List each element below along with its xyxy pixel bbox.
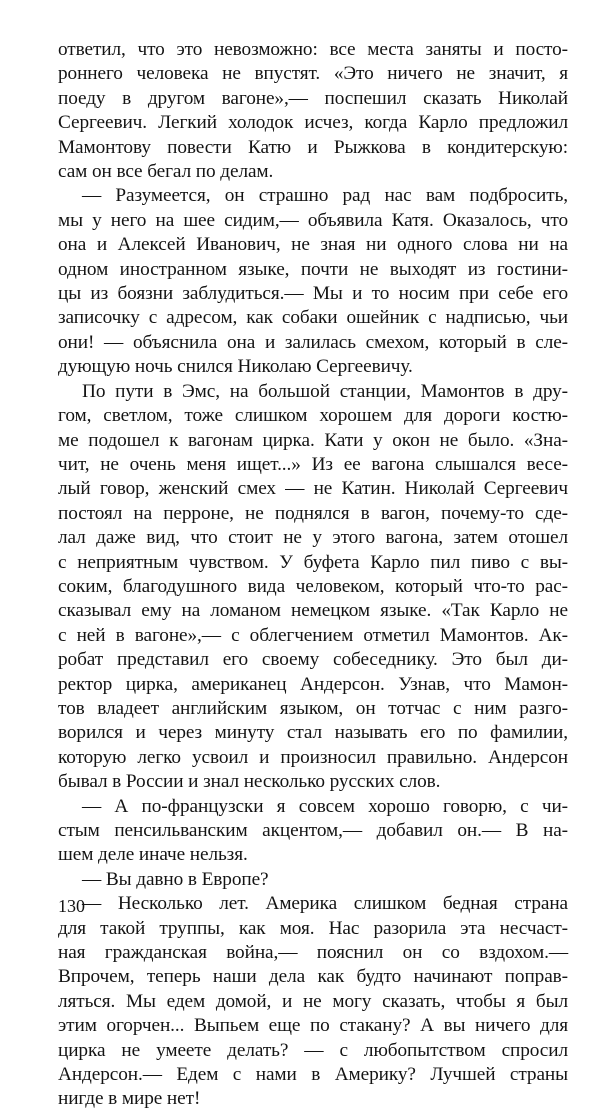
text-line: она и Алексей Иванович, не зная ни одного слова ни на xyxy=(58,234,568,256)
text-line: Впрочем, теперь наши дела как будто начинают поправ- xyxy=(58,966,568,988)
text-line: Сергеевич. Легкий холодок исчез, когда Карло предложил xyxy=(58,112,568,134)
text-line: соким, благодушного вида человеком, который что-то рас- xyxy=(58,575,568,597)
text-line: дующую ночь снился Николаю Сергеевичу. xyxy=(58,356,413,378)
text-line: этим огорчен... Выпьем еще по стакану? А вы ничего для xyxy=(58,1015,568,1037)
paragraph xyxy=(58,868,568,892)
text-line: цы из боязни заблудиться.— Мы и то носим при себе его xyxy=(58,283,568,305)
text-line: они! — объяснила она и залилась смехом, который в сле- xyxy=(58,331,568,353)
text-line: для такой труппы, как моя. Нас разорила эта несчаст- xyxy=(58,917,568,939)
text-line: записочку с адресом, как собаки ошейник с надписью, чьи xyxy=(58,307,568,329)
text-line: сказывал ему на ломаном немецком языке. «Так Карло не xyxy=(58,600,568,622)
text-line: — А по-французски я совсем хорошо говорю, с чи- xyxy=(82,795,568,817)
text-line: ная гражданская война,— пояснил он со вздохом.— xyxy=(58,942,568,964)
text-line: ответил, что это невозможно: все места заняты и посто- xyxy=(58,39,568,60)
text-line: Андерсон.— Едем с нами в Америку? Лучшей страны xyxy=(58,1064,568,1086)
text-line: чит, не очень меня ищет...» Из ее вагона слышался весе- xyxy=(58,453,568,475)
text-line: нигде в мире нет! xyxy=(58,1088,201,1110)
paragraph xyxy=(58,795,568,868)
text-line: с ней в вагоне»,— с облегчением отметил Мамонтов. Ак- xyxy=(58,624,568,646)
text-line: роннего человека не впустят. «Это ничего не значит, я xyxy=(58,63,568,85)
paragraph xyxy=(58,184,568,379)
text-line: ме подошел к вагонам цирка. Кати у окон не было. «Зна- xyxy=(58,429,568,451)
text-line: с неприятным чувством. У буфета Карло пил пиво с вы- xyxy=(58,551,568,573)
text-line: ректор цирка, американец Андерсон. Узнав, что Мамон- xyxy=(58,673,568,695)
text-line: цирка не умеете делать? — с любопытством спросил xyxy=(58,1039,568,1061)
text-line: ворился и через минуту стал называть его по фамилии, xyxy=(58,722,568,744)
text-line: поеду в другом вагоне»,— поспешил сказать Николай xyxy=(58,87,568,109)
text-line: тов владеет английским языком, он тотчас с ним разго- xyxy=(58,697,568,719)
text-line: По пути в Эмс, на большой станции, Мамонтов в дру- xyxy=(82,380,568,402)
text-line: которую легко усвоил и произносил правильно. Андерсон xyxy=(58,746,568,768)
text-line: лал даже вид, что стоит не у этого вагона, затем отошел xyxy=(58,527,568,549)
text-line: ляться. Мы едем домой, и не могу сказать, чтобы я был xyxy=(58,990,568,1012)
text-line: стым пенсильванским акцентом,— добавил он.— В на- xyxy=(58,820,568,841)
paragraph xyxy=(58,380,568,795)
text-line: одном иностранном языке, почти не выходят из гостини- xyxy=(58,258,568,280)
text-line: Мамонтову повести Катю и Рыжкова в кондитерскую: xyxy=(58,136,568,158)
page-number: 130 xyxy=(58,896,85,916)
text-line: — Разумеется, он страшно рад нас вам подбросить, xyxy=(82,185,568,207)
text-line: робат представил его своему собеседнику. Это был ди- xyxy=(58,649,568,671)
text-line: — Вы давно в Европе? xyxy=(82,868,269,890)
text-line: сам он все бегал по делам. xyxy=(58,161,274,183)
text-line: лый говор, женский смех — не Катин. Николай Сергеевич xyxy=(58,478,568,500)
text-line: шем деле иначе нельзя. xyxy=(58,844,248,866)
text-line: бывал в России и знал несколько русских слов. xyxy=(58,771,441,793)
text-line: гом, светлом, тоже слишком хорошем для дороги костю- xyxy=(58,405,568,427)
paragraph xyxy=(58,892,568,1112)
text-line: — Несколько лет. Америка слишком бедная страна xyxy=(82,893,568,915)
book-page-text xyxy=(58,38,568,1112)
text-line: мы у него на шее сидим,— объявила Катя. Оказалось, что xyxy=(58,209,568,231)
text-line: постоял на перроне, не поднялся в вагон, почему-то сде- xyxy=(58,502,568,524)
paragraph xyxy=(58,38,568,184)
